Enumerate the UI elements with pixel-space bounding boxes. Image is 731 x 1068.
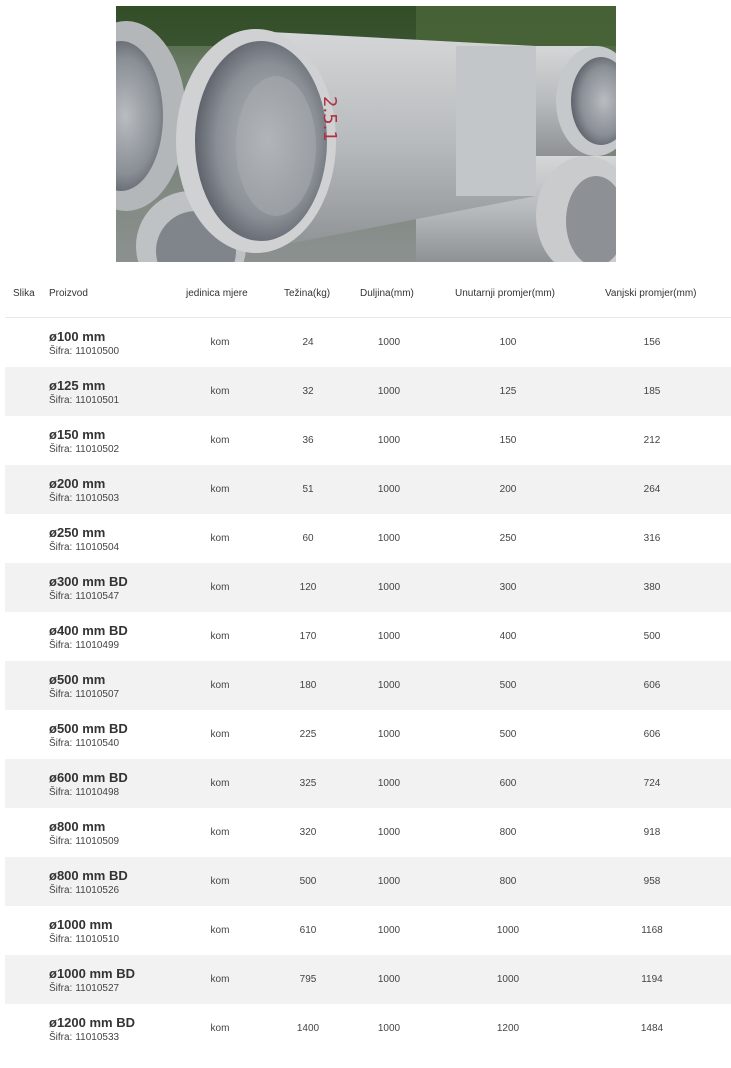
cell-outer: 1168: [641, 925, 663, 936]
table-row: [5, 465, 731, 514]
product-code: [49, 786, 128, 799]
product-code-value: 11010526: [75, 885, 120, 896]
table-row: [5, 906, 731, 955]
product-code: [49, 835, 119, 848]
table-row: [5, 808, 731, 857]
cell-weight: 24: [302, 337, 314, 348]
table-header: [5, 269, 731, 318]
table-row: [5, 1004, 731, 1053]
cell-length: 1000: [377, 337, 401, 348]
product-name: ø400 mm BD: [49, 623, 128, 638]
product-code-value: 11010502: [75, 444, 120, 455]
cell-outer: 316: [643, 533, 661, 544]
product-code-value: 11010499: [75, 640, 120, 651]
product-code-label: Šifra:: [49, 395, 73, 406]
cell-inner: 300: [499, 582, 517, 593]
cell-unit: kom: [210, 876, 230, 887]
cell-inner: 500: [499, 680, 517, 691]
cell-unit: kom: [210, 484, 230, 495]
cell-length: 1000: [377, 386, 401, 397]
cell-unit: kom: [210, 778, 230, 789]
product-code-label: Šifra:: [49, 640, 73, 651]
product-code-label: Šifra:: [49, 542, 73, 553]
product-code-label: Šifra:: [49, 689, 73, 700]
cell-weight: 320: [299, 827, 317, 838]
product-code-label: Šifra:: [49, 934, 73, 945]
product-code-value: 11010503: [75, 493, 120, 504]
product-name: ø1000 mm BD: [49, 966, 135, 981]
cell-unit: kom: [210, 974, 230, 985]
cell-outer: 156: [643, 337, 661, 348]
cell-unit: kom: [210, 435, 230, 446]
product-code-label: Šifra:: [49, 493, 73, 504]
cell-weight: 325: [299, 778, 317, 789]
cell-inner: 200: [499, 484, 517, 495]
table-row: [5, 955, 731, 1004]
cell-inner: 150: [499, 435, 517, 446]
cell-length: 1000: [377, 778, 401, 789]
cell-outer: 1484: [640, 1023, 664, 1034]
cell-outer: 380: [643, 582, 661, 593]
cell-inner: 600: [499, 778, 517, 789]
product-name: ø300 mm BD: [49, 574, 128, 589]
table-row: [5, 416, 731, 465]
product-code: [49, 884, 128, 897]
product-cell: [49, 623, 128, 652]
product-code: [49, 394, 119, 407]
product-name: ø500 mm: [49, 672, 106, 687]
cell-unit: kom: [210, 1023, 230, 1034]
cell-length: 1000: [377, 680, 401, 691]
product-code-label: Šifra:: [49, 444, 73, 455]
product-code-value: 11010533: [75, 1032, 120, 1043]
product-cell: [49, 329, 119, 358]
table-row: [5, 563, 731, 612]
cell-inner: 800: [499, 827, 517, 838]
product-code: [49, 541, 119, 554]
product-code-value: 11010498: [75, 787, 120, 798]
table-row: [5, 661, 731, 710]
cell-length: 1000: [377, 435, 401, 446]
table-row: [5, 710, 731, 759]
cell-outer: 606: [643, 729, 661, 740]
product-cell: [49, 525, 119, 554]
product-code-label: Šifra:: [49, 836, 73, 847]
cell-inner: 1200: [496, 1023, 520, 1034]
cell-length: 1000: [377, 1023, 401, 1034]
product-code: [49, 492, 119, 505]
cell-inner: 125: [499, 386, 517, 397]
cell-unit: kom: [210, 827, 230, 838]
cell-outer: 958: [643, 876, 661, 887]
product-code: [49, 688, 119, 701]
cell-length: 1000: [377, 925, 401, 936]
cell-length: 1000: [377, 533, 401, 544]
product-cell: [49, 770, 128, 799]
header-duljina: Duljina(mm): [360, 288, 414, 299]
cell-length: 1000: [377, 974, 401, 985]
product-cell: [49, 378, 119, 407]
cell-unit: kom: [210, 582, 230, 593]
cell-inner: 250: [499, 533, 517, 544]
product-name: ø150 mm: [49, 427, 106, 442]
product-code-label: Šifra:: [49, 738, 73, 749]
product-code-label: Šifra:: [49, 787, 73, 798]
product-name: ø800 mm: [49, 819, 106, 834]
product-cell: [49, 672, 119, 701]
product-code-label: Šifra:: [49, 346, 73, 357]
product-code-value: 11010510: [75, 934, 120, 945]
product-code: [49, 345, 119, 358]
cell-outer: 185: [643, 386, 661, 397]
product-name: ø100 mm: [49, 329, 106, 344]
cell-unit: kom: [210, 386, 230, 397]
table-row: [5, 318, 731, 367]
product-code-label: Šifra:: [49, 983, 73, 994]
cell-weight: 32: [302, 386, 314, 397]
cell-length: 1000: [377, 876, 401, 887]
cell-length: 1000: [377, 582, 401, 593]
header-unutarnji: Unutarnji promjer(mm): [455, 288, 556, 299]
cell-length: 1000: [377, 484, 401, 495]
cell-inner: 400: [499, 631, 517, 642]
cell-length: 1000: [377, 729, 401, 740]
product-code: [49, 639, 128, 652]
product-cell: [49, 574, 128, 603]
cell-weight: 610: [299, 925, 317, 936]
cell-weight: 170: [299, 631, 317, 642]
product-name: ø500 mm BD: [49, 721, 128, 736]
cell-length: 1000: [377, 827, 401, 838]
product-cell: [49, 1015, 135, 1044]
cell-inner: 1000: [496, 925, 520, 936]
product-code-value: 11010504: [75, 542, 120, 553]
table-row: [5, 612, 731, 661]
table-row: [5, 857, 731, 906]
product-code: [49, 982, 135, 995]
cell-weight: 120: [299, 582, 317, 593]
product-code-value: 11010540: [75, 738, 120, 749]
product-code-label: Šifra:: [49, 591, 73, 602]
header-tezina: Težina(kg): [284, 288, 331, 299]
cell-inner: 800: [499, 876, 517, 887]
cell-weight: 180: [299, 680, 317, 691]
product-code-value: 11010507: [75, 689, 120, 700]
product-code-value: 11010527: [75, 983, 120, 994]
cell-weight: 51: [302, 484, 314, 495]
product-code: [49, 737, 128, 750]
product-code-value: 11010501: [75, 395, 120, 406]
cell-weight: 60: [302, 533, 314, 544]
cell-inner: 1000: [496, 974, 520, 985]
product-table: [5, 269, 731, 1053]
product-code-label: Šifra:: [49, 1032, 73, 1043]
cell-outer: 264: [643, 484, 661, 495]
cell-weight: 225: [299, 729, 317, 740]
svg-text:2.5.1: 2.5.1: [319, 96, 340, 142]
product-code: [49, 933, 119, 946]
product-code-value: 11010500: [75, 346, 120, 357]
header-jedinica: jedinica mjere: [186, 288, 248, 299]
cell-weight: 1400: [296, 1023, 320, 1034]
cell-length: 1000: [377, 631, 401, 642]
table-row: [5, 759, 731, 808]
cell-unit: kom: [210, 337, 230, 348]
product-name: ø125 mm: [49, 378, 106, 393]
product-cell: [49, 476, 119, 505]
product-name: ø800 mm BD: [49, 868, 128, 883]
product-name: ø250 mm: [49, 525, 106, 540]
cell-outer: 500: [643, 631, 661, 642]
product-name: ø600 mm BD: [49, 770, 128, 785]
product-cell: [49, 427, 119, 456]
product-name: ø1000 mm: [49, 917, 113, 932]
product-code: [49, 1031, 135, 1044]
cell-outer: 212: [643, 435, 661, 446]
product-cell: [49, 966, 135, 995]
cell-unit: kom: [210, 680, 230, 691]
concrete-pipes-photo: [116, 6, 616, 262]
cell-outer: 918: [643, 827, 661, 838]
table-row: [5, 367, 731, 416]
product-code-label: Šifra:: [49, 885, 73, 896]
product-cell: [49, 868, 128, 897]
cell-unit: kom: [210, 729, 230, 740]
cell-unit: kom: [210, 925, 230, 936]
product-cell: [49, 721, 128, 750]
product-code-value: 11010547: [75, 591, 120, 602]
header-proizvod: Proizvod: [49, 288, 88, 299]
cell-weight: 500: [299, 876, 317, 887]
product-cell: [49, 819, 119, 848]
cell-unit: kom: [210, 533, 230, 544]
table-row: [5, 514, 731, 563]
product-code: [49, 590, 128, 603]
cell-inner: 500: [499, 729, 517, 740]
table-body: [5, 318, 731, 1053]
product-name: ø200 mm: [49, 476, 106, 491]
header-slika: Slika: [13, 288, 35, 299]
header-vanjski: Vanjski promjer(mm): [605, 288, 697, 299]
cell-outer: 724: [643, 778, 661, 789]
product-code: [49, 443, 119, 456]
product-name: ø1200 mm BD: [49, 1015, 135, 1030]
cell-unit: kom: [210, 631, 230, 642]
product-code-value: 11010509: [75, 836, 120, 847]
product-cell: [49, 917, 119, 946]
cell-outer: 1194: [641, 974, 663, 985]
cell-inner: 100: [499, 337, 517, 348]
cell-weight: 36: [302, 435, 314, 446]
cell-outer: 606: [643, 680, 661, 691]
cell-weight: 795: [299, 974, 317, 985]
